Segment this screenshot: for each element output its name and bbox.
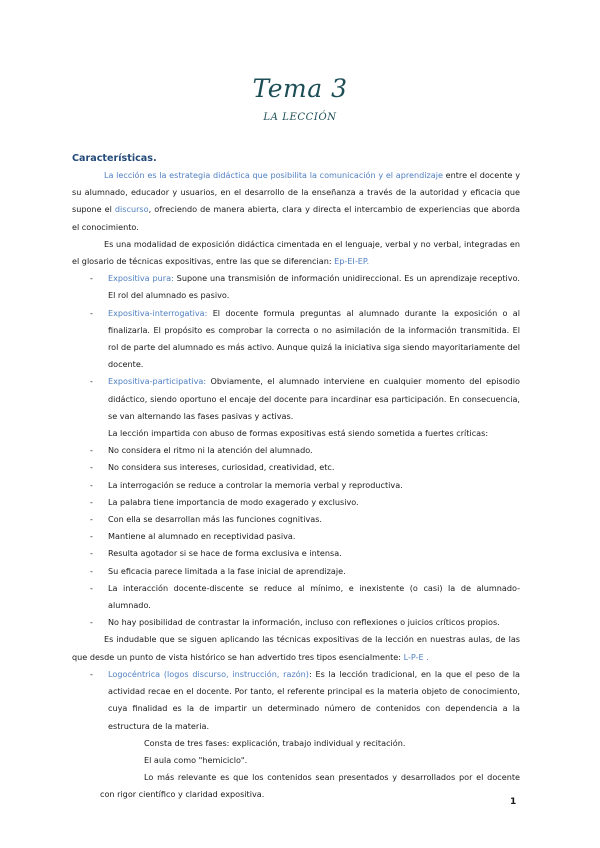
list-item-text: Resulta agotador si se hace de forma exclusiva e intensa. <box>108 548 342 559</box>
paragraph-types-lesson <box>72 631 520 665</box>
list-dash: - <box>90 307 93 318</box>
list-dash: - <box>90 514 93 525</box>
list-item <box>72 563 520 580</box>
list-dash: - <box>90 376 93 387</box>
list-item <box>72 580 520 614</box>
paragraph-text: entre el docente y su alumnado, educador y usuarios, en el desarrollo de la enseñanza a través de la autoridad y eficacia que supone el <box>72 170 520 215</box>
list-item-expositiva-interrogativa <box>72 305 520 374</box>
highlight-lpe: L-P-E . <box>403 651 429 662</box>
paragraph-text: , ofreciendo de manera abierta, clara y directa el intercambio de experiencias que aborda el conocimiento. <box>72 204 520 232</box>
list-item-text: No hay posibilidad de contrastar la información, incluso con reflexiones o juicios críticos propios. <box>108 617 500 628</box>
list-item-logocentrica <box>72 666 520 735</box>
term-label: Expositiva-interrogativa: <box>108 307 208 318</box>
list-item <box>72 442 520 459</box>
term-label: Logocéntrica (logos discurso, instrucción, razón) <box>108 668 309 679</box>
paragraph-text: Es indudable que se siguen aplicando las técnicas expositivas de la lección en nuestras aulas, de las que desde un punto de vista histórico se han advertido tres tipos esencialmente: <box>72 634 520 662</box>
list-dash: - <box>90 617 93 628</box>
list-dash: - <box>90 479 93 490</box>
highlight-types: Ep-EI-EP. <box>334 256 370 267</box>
highlight-discurso: discurso <box>114 204 149 215</box>
logo-point-hemiciclo: El aula como "hemiciclo". <box>144 754 248 765</box>
page-number: 1 <box>510 797 517 807</box>
list-item <box>72 511 520 528</box>
list-dash: - <box>90 668 93 679</box>
term-label: Expositiva-participativa: <box>108 376 207 387</box>
highlight-definition: La lección es la estrategia didáctica que posibilita la comunicación y el aprendizaje <box>104 170 443 180</box>
list-item-expositiva-pura <box>72 270 520 304</box>
list-item-text: La interacción docente-discente se reduce al mínimo, e inexistente (o casi) la de alumnado-alumnado. <box>108 582 520 611</box>
list-item-text: Su eficacia parece limitada a la fase inicial de aprendizaje. <box>108 565 346 576</box>
section-heading: Características. <box>72 153 157 164</box>
list-dash: - <box>90 531 93 542</box>
term-text: : Es la lección tradicional, en la que el peso de la actividad recae en el docente. Por tanto, el referente principal es la materia objeto de conocimiento, cuya finalidad es la de impartir un determinado número de contenidos con dependencia a la estructura de la materia. <box>108 668 521 731</box>
list-dash: - <box>90 582 93 593</box>
list-item-text: La interrogación se reduce a controlar la memoria verbal y reproductiva. <box>108 479 403 490</box>
list-item <box>72 545 520 562</box>
term-label: Expositiva pura: <box>108 273 174 284</box>
list-item-text: No considera el ritmo ni la atención del alumnado. <box>108 445 313 456</box>
page-title: Tema 3 <box>252 74 348 103</box>
list-item-text: La palabra tiene importancia de modo exagerado y exclusivo. <box>108 496 359 507</box>
list-item <box>72 494 520 511</box>
paragraph-text: Es una modalidad de exposición didáctica cimentada en el lenguaje, verbal y no verbal, integradas en el glosario de técnicas expositivas, entre las que se diferencian: <box>72 238 520 267</box>
list-item-text: Con ella se desarrollan más las funciones cognitivas. <box>108 514 322 525</box>
list-item-text: Mantiene al alumnado en receptividad pasiva. <box>108 531 296 542</box>
list-dash: - <box>90 565 93 576</box>
list-item <box>72 477 520 494</box>
page-subtitle: LA LECCIÓN <box>263 112 337 123</box>
critics-intro: La lección impartida con abuso de formas expositivas está siendo sometida a fuertes críticas: <box>108 428 489 439</box>
term-text: Obviamente, el alumnado interviene en cualquier momento del episodio didáctico, siendo oportuno el encaje del docente para incardinar esa participación. En consecuencia, se van alternando las fases pasivas y activas. <box>108 376 520 421</box>
list-item <box>72 614 520 631</box>
list-dash: - <box>90 273 93 284</box>
list-item-expositiva-participativa <box>72 373 520 425</box>
logo-point-relevance <box>72 769 520 803</box>
paragraph-text: Lo más relevante es que los contenidos sean presentados y desarrollados por el docente con rigor científico y claridad expositiva. <box>100 772 520 800</box>
term-text: Supone una transmisión de información unidireccional. Es un aprendizaje receptivo. El rol del alumnado es pasivo. <box>108 273 520 301</box>
list-dash: - <box>90 548 93 559</box>
list-item <box>72 459 520 476</box>
list-item <box>72 528 520 545</box>
paragraph-definition <box>72 167 520 236</box>
list-dash: - <box>90 445 93 456</box>
list-item-text: No considera sus intereses, curiosidad, creatividad, etc. <box>108 462 335 473</box>
document-body <box>72 150 520 804</box>
logo-point-phases: Consta de tres fases: explicación, trabajo individual y recitación. <box>144 737 406 748</box>
list-dash: - <box>90 462 93 473</box>
paragraph-modality <box>72 236 520 270</box>
list-dash: - <box>90 496 93 507</box>
term-text: El docente formula preguntas al alumnado durante la exposición o al finalizarla. El propósito es comprobar la correcta o no asimilación de la información transmitida. El rol de parte del alumnado es más activo. Aunque quizá la iniciativa siga siendo mayoritariamente del docente. <box>108 307 520 370</box>
